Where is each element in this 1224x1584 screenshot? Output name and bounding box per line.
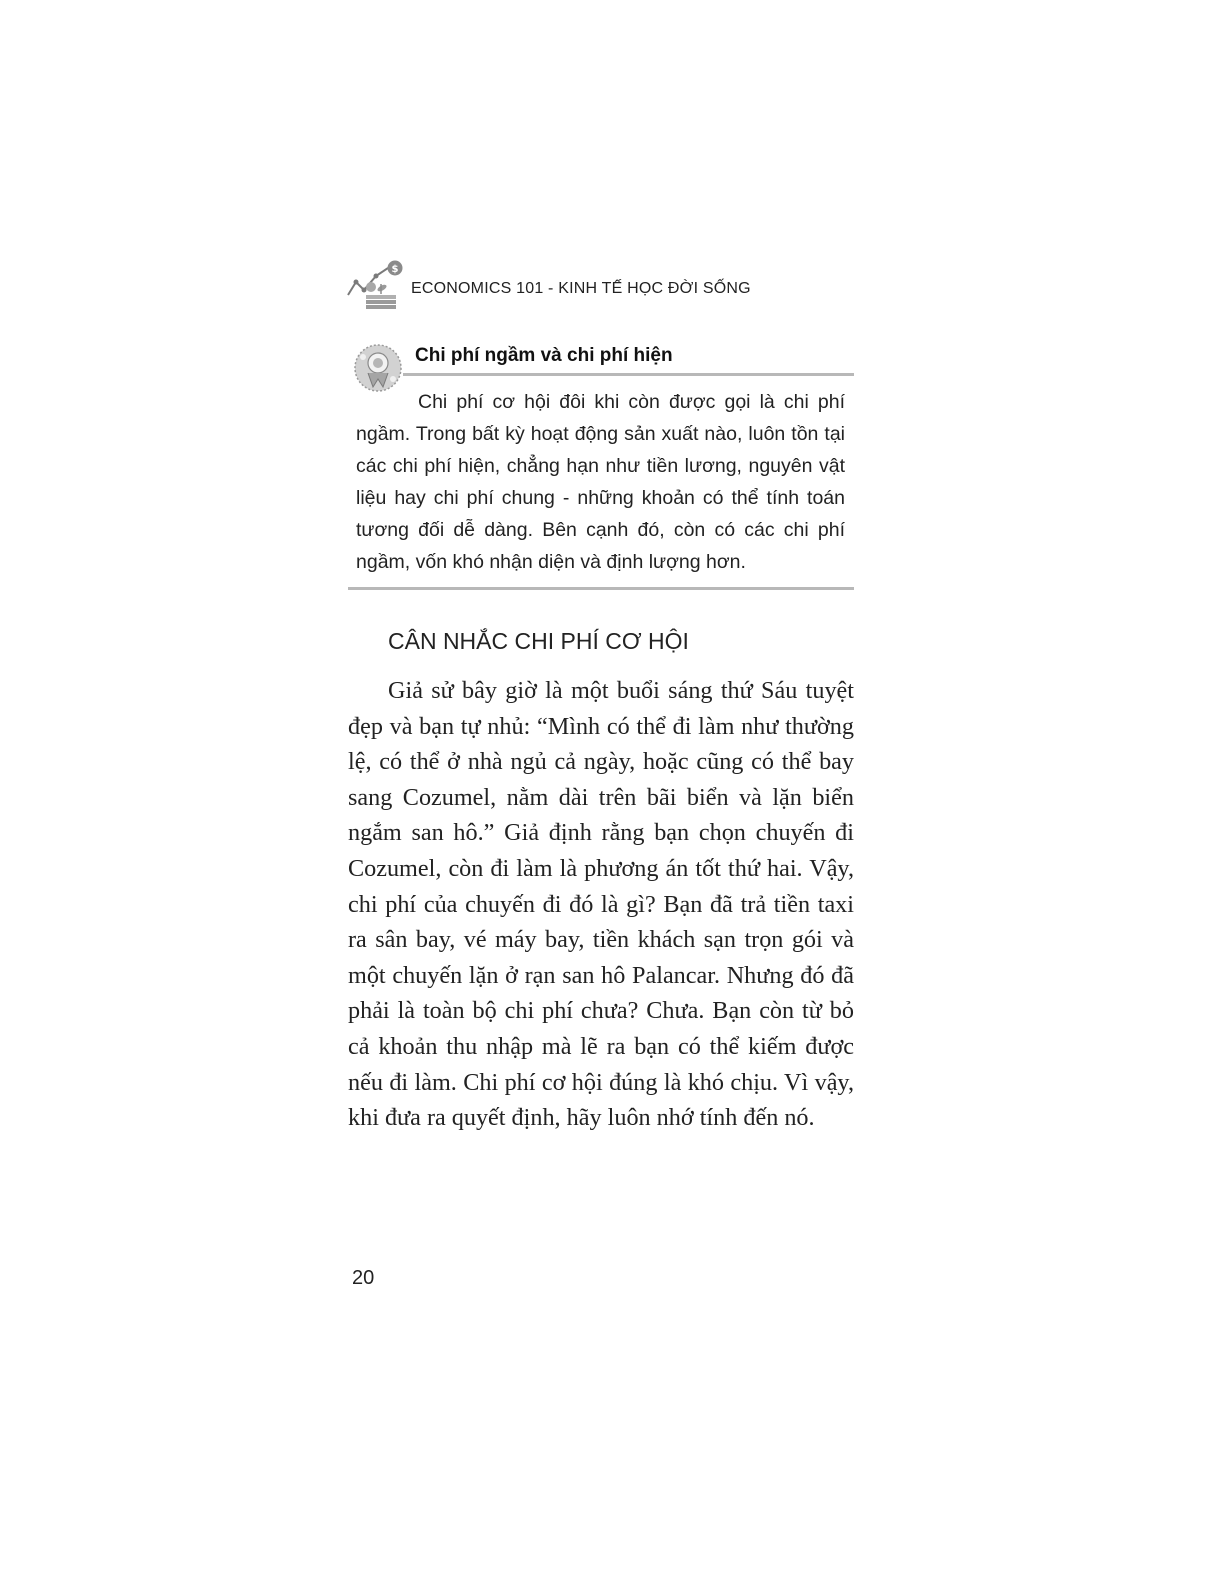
money-growth-icon bbox=[346, 260, 406, 312]
header-title: ECONOMICS 101 - KINH TẾ HỌC ĐỜI SỐNG bbox=[411, 280, 751, 297]
running-header bbox=[346, 260, 866, 312]
sidebar-title: Chi phí ngầm và chi phí hiện bbox=[415, 345, 673, 366]
section-heading: CÂN NHẮC CHI PHÍ CƠ HỘI bbox=[388, 628, 689, 654]
sidebar-bottom-rule bbox=[348, 587, 854, 590]
sidebar-box bbox=[348, 340, 854, 592]
body-paragraph: Giả sử bây giờ là một buổi sáng thứ Sáu tuyệt đẹp và bạn tự nhủ: “Mình có thể đi làm như thường lệ, có thể ở nhà ngủ cả ngày, hoặc cũng có thể bay sang Cozumel, nằm dài trên bãi biển và lặn biển ngắm san hô.” Giả định rằng bạn chọn chuyến đi Cozumel, còn đi làm là phương án tốt thứ hai. Vậy, chi phí của chuyến đi đó là gì? Bạn đã trả tiền taxi ra sân bay, vé máy bay, tiền khách sạn trọn gói và một chuyến lặn ở rạn san hô Palancar. Nhưng đó đã phải là toàn bộ chi phí chưa? Chưa. Bạn còn từ bỏ cả khoản thu nhập mà lẽ ra bạn có thể kiếm được nếu đi làm. Chi phí cơ hội đúng là khó chịu. Vì vậy, khi đưa ra quyết định, hãy luôn nhớ tính đến nó. bbox=[348, 677, 854, 1132]
sidebar-text: Chi phí cơ hội đôi khi còn được gọi là chi phí ngầm. Trong bất kỳ hoạt động sản xuất nào, luôn tồn tại các chi phí hiện, chẳng hạn như tiền lương, nguyên vật liệu hay chi phí chung - những khoản có thể tính toán tương đối dễ dàng. Bên cạnh đó, còn có các chi phí ngầm, vốn khó nhận diện và định lượng hơn. bbox=[356, 391, 845, 573]
page-number: 20 bbox=[352, 1267, 375, 1289]
sidebar-top-rule bbox=[403, 373, 854, 376]
dollar-symbol: $ bbox=[391, 264, 399, 275]
